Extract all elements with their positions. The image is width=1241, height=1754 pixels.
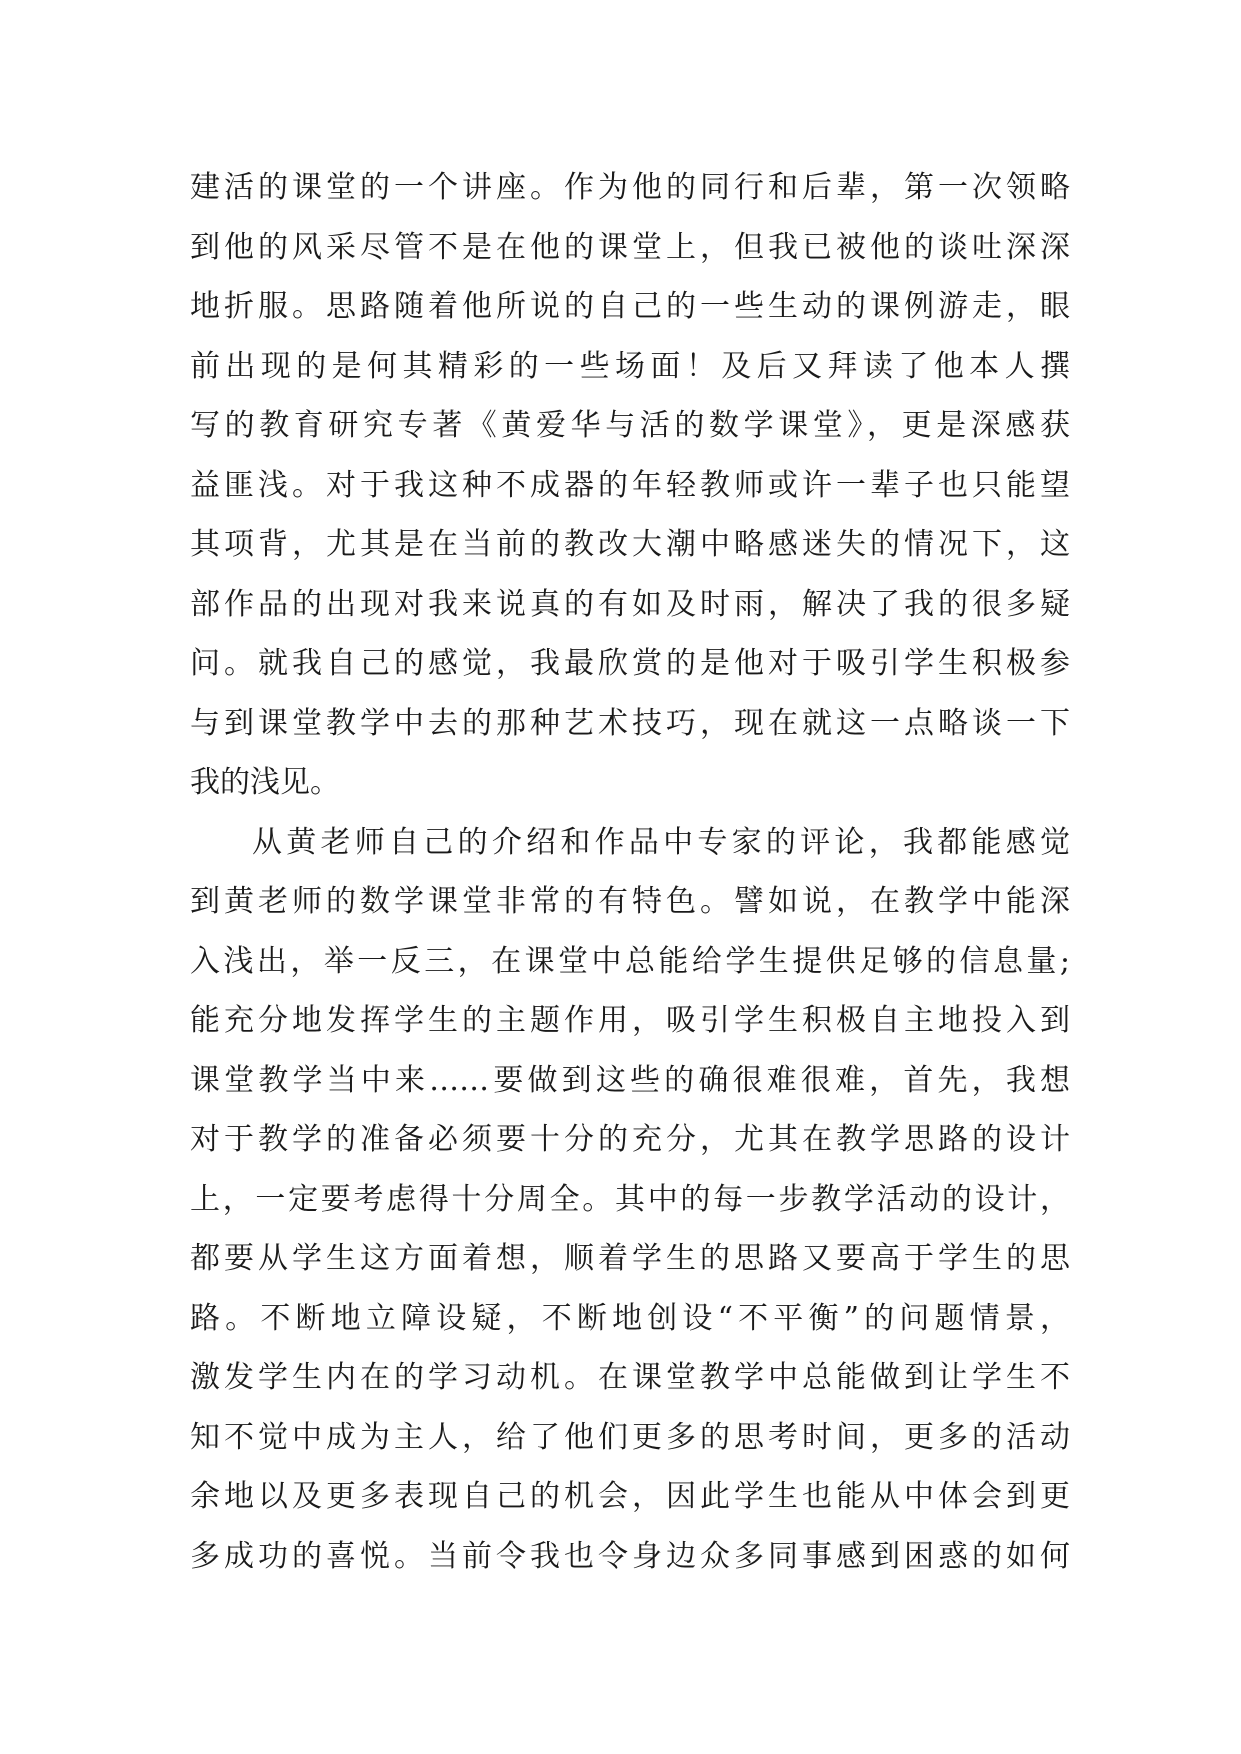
text-line: 部作品的出现对我来说真的有如及时雨，解决了我的很多疑	[190, 586, 1070, 622]
text-line: 到黄老师的数学课堂非常的有特色。譬如说，在教学中能深	[190, 884, 1070, 919]
text-line: 能充分地发挥学生的主题作用，吸引学生积极自主地投入到	[190, 1003, 1070, 1038]
text-line: 地折服。思路随着他所说的自己的一些生动的课例游走，眼	[190, 289, 1070, 324]
text-line: 路。不断地立障设疑，不断地创设“不平衡”的问题情景，	[190, 1300, 1070, 1336]
text-line: 入浅出，举一反三，在课堂中总能给学生提供足够的信息量;	[190, 943, 1070, 979]
text-line: 前出现的是何其精彩的一些场面！及后又拜读了他本人撰	[190, 348, 1070, 384]
text-line: 写的教育研究专著《黄爱华与活的数学课堂》，更是深感获	[190, 408, 1070, 443]
text-line: 都要从学生这方面着想，顺着学生的思路又要高于学生的思	[190, 1241, 1070, 1276]
text-line: 益匪浅。对于我这种不成器的年轻教师或许一辈子也只能望	[190, 467, 1070, 503]
text-line: 对于教学的准备必须要十分的充分，尤其在教学思路的设计	[190, 1122, 1070, 1157]
text-line: 与到课堂教学中去的那种艺术技巧，现在就这一点略谈一下	[190, 705, 1070, 741]
text-line: 多成功的喜悦。当前令我也令身边众多同事感到困惑的如何	[190, 1538, 1070, 1574]
text-line: 其项背，尤其是在当前的教改大潮中略感迷失的情况下，这	[190, 527, 1070, 562]
text-line: 激发学生内在的学习动机。在课堂教学中总能做到让学生不	[190, 1360, 1070, 1395]
paragraph-1	[190, 158, 1070, 813]
text-line: 课堂教学当中来……要做到这些的确很难很难，首先，我想	[190, 1062, 1070, 1098]
text-line: 知不觉中成为主人，给了他们更多的思考时间，更多的活动	[190, 1419, 1070, 1455]
text-line: 到他的风采尽管不是在他的课堂上，但我已被他的谈吐深深	[190, 229, 1070, 265]
text-line: 我的浅见。	[190, 765, 340, 800]
text-line: 问。就我自己的感觉，我最欣赏的是他对于吸引学生积极参	[190, 646, 1070, 681]
body-text	[190, 158, 1070, 1586]
text-line: 建活的课堂的一个讲座。作为他的同行和后辈，第一次领略	[190, 170, 1070, 205]
text-line: 余地以及更多表现自己的机会，因此学生也能从中体会到更	[190, 1479, 1070, 1514]
text-line: 从黄老师自己的介绍和作品中专家的评论，我都能感觉	[252, 824, 1070, 860]
text-line: 上，一定要考虑得十分周全。其中的每一步教学活动的设计，	[190, 1181, 1070, 1217]
paragraph-2	[190, 813, 1070, 1587]
